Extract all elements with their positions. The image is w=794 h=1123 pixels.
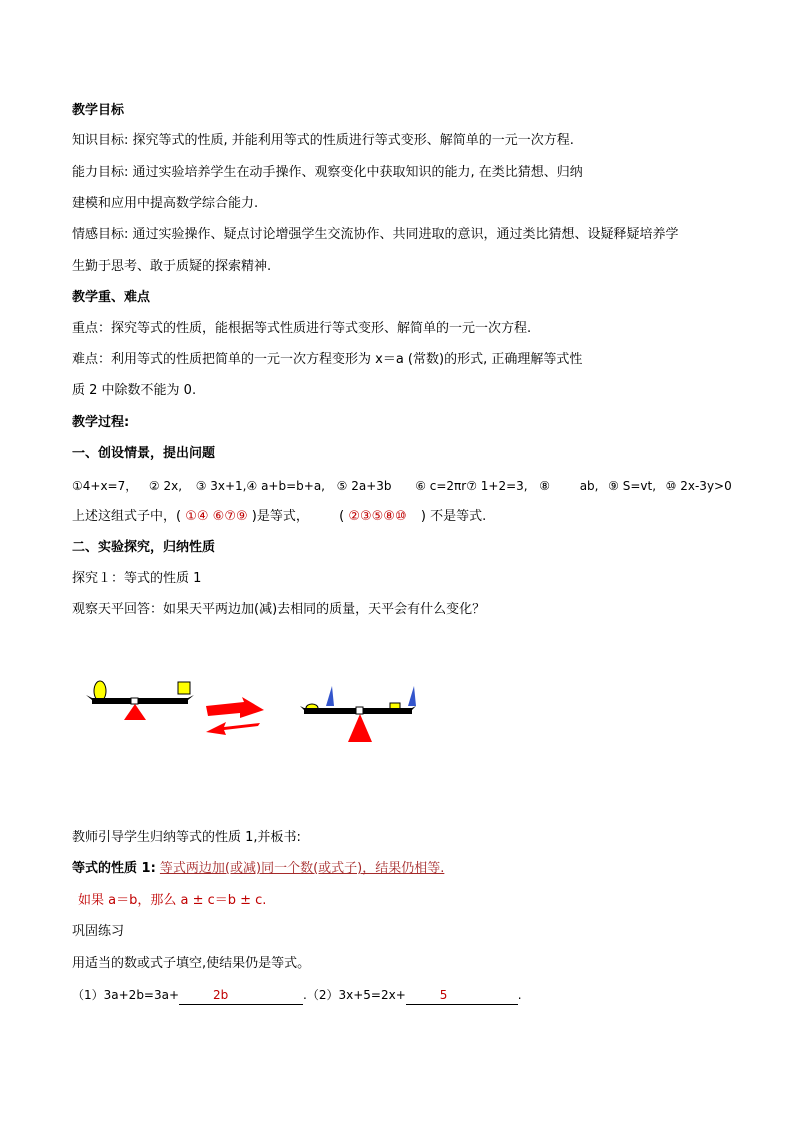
practice-exercises — [72, 986, 522, 1005]
expression-list — [72, 477, 732, 495]
exercise-2-answer: 5 — [439, 988, 448, 1002]
goal-knowledge: 知识目标: 探究等式的性质, 并能利用等式的性质进行等式变形、解简单的一元一次方程. — [72, 133, 574, 148]
property-1-line — [72, 860, 444, 878]
exercise-1-answer: 2b — [213, 988, 229, 1002]
exchange-arrows — [206, 697, 264, 735]
difficulty-2: 质 2 中除数不能为 0. — [72, 383, 197, 398]
exercise-1-text: （1）3a+2b=3a+ — [72, 988, 180, 1002]
question-d: ) 不是等式. — [420, 509, 487, 524]
expr-10: ⑩ 2x-3y>0 — [665, 479, 732, 493]
balance-figure — [72, 670, 432, 750]
exercise-2-end: . — [517, 988, 522, 1002]
expr-1: ①4+x=7， — [72, 479, 138, 493]
section-2-title: 二、实验探究，归纳性质 — [72, 540, 216, 555]
question-a: 上述这组式子中，( — [72, 509, 182, 524]
left-beam — [92, 699, 188, 704]
expr-8: ⑧ — [539, 479, 551, 493]
heading-key-points: 教学重、难点 — [72, 290, 151, 305]
blue-weight-left — [326, 686, 334, 706]
teacher-guide: 教师引导学生归纳等式的性质 1,并板书: — [72, 830, 301, 845]
blue-weight-right — [408, 686, 416, 706]
goal-ability-2: 建模和应用中提高数学综合能力. — [72, 196, 259, 211]
expr-6: ⑥ c=2πr⑦ 1+2=3, — [415, 479, 528, 493]
arrow-left — [206, 722, 260, 735]
balance-left — [86, 681, 194, 720]
key-point: 重点：探究等式的性质，能根据等式性质进行等式变形、解简单的一元一次方程. — [72, 321, 532, 336]
heading-goals: 教学目标 — [72, 103, 125, 118]
left-fulcrum — [124, 704, 146, 720]
goal-emotion-1: 情感目标: 通过实验操作、疑点讨论增强学生交流协作、共同进取的意识，通过类比猜想、设疑释疑培养学 — [72, 227, 679, 242]
difficulty-1: 难点：利用等式的性质把简单的一元一次方程变形为 x＝a (常数)的形式, 正确理解等式性 — [72, 352, 583, 367]
goal-emotion-2: 生勤于思考、敢于质疑的探索精神. — [72, 259, 272, 274]
expr-3: ③ 3x+1,④ a+b=b+a, — [195, 479, 325, 493]
property-1-label: 等式的性质 1: — [72, 861, 156, 876]
observe-question: 观察天平回答：如果天平两边加(减)去相同的质量，天平会有什么变化？ — [72, 602, 486, 617]
exercise-2-text: .（2）3x+5=2x+ — [303, 988, 406, 1002]
exercise-2-blank — [406, 986, 518, 1005]
practice-intro: 用适当的数或式子填空,使结果仍是等式。 — [72, 956, 311, 971]
expr-5: ⑤ 2a+3b — [336, 479, 392, 493]
arrow-right — [206, 697, 264, 718]
answer-equations: ①④ ⑥⑦⑨ — [185, 509, 248, 524]
property-1-text: 等式两边加(或减)同一个数(或式子)，结果仍相等. — [159, 861, 445, 876]
balance-right — [300, 686, 416, 742]
goal-ability-1: 能力目标: 通过实验培养学生在动手操作、观察变化中获取知识的能力, 在类比猜想、归纳 — [72, 165, 583, 180]
expr-8b: ab, — [579, 479, 599, 493]
yellow-square-weight — [178, 682, 190, 694]
right-pivot-box — [356, 707, 363, 714]
explore-title: 探究１：等式的性质 1 — [72, 571, 202, 586]
heading-process: 教学过程: — [72, 415, 130, 430]
question-b: )是等式， — [251, 509, 309, 524]
expr-9: ⑨ S=vt, — [608, 479, 657, 493]
answer-non-equations: ②③⑤⑧⑩ — [348, 509, 407, 524]
exercise-1-blank — [179, 986, 303, 1005]
practice-title: 巩固练习 — [72, 924, 125, 939]
question-c: ( — [339, 509, 345, 524]
right-fulcrum — [348, 714, 372, 742]
expr-2: ② 2x, — [148, 479, 183, 493]
property-1-formula: 如果 a＝b，那么 a ± c＝b ± c. — [78, 893, 267, 908]
left-pivot-box — [131, 698, 138, 704]
question-line — [72, 508, 486, 526]
section-1-title: 一、创设情景，提出问题 — [72, 446, 216, 461]
